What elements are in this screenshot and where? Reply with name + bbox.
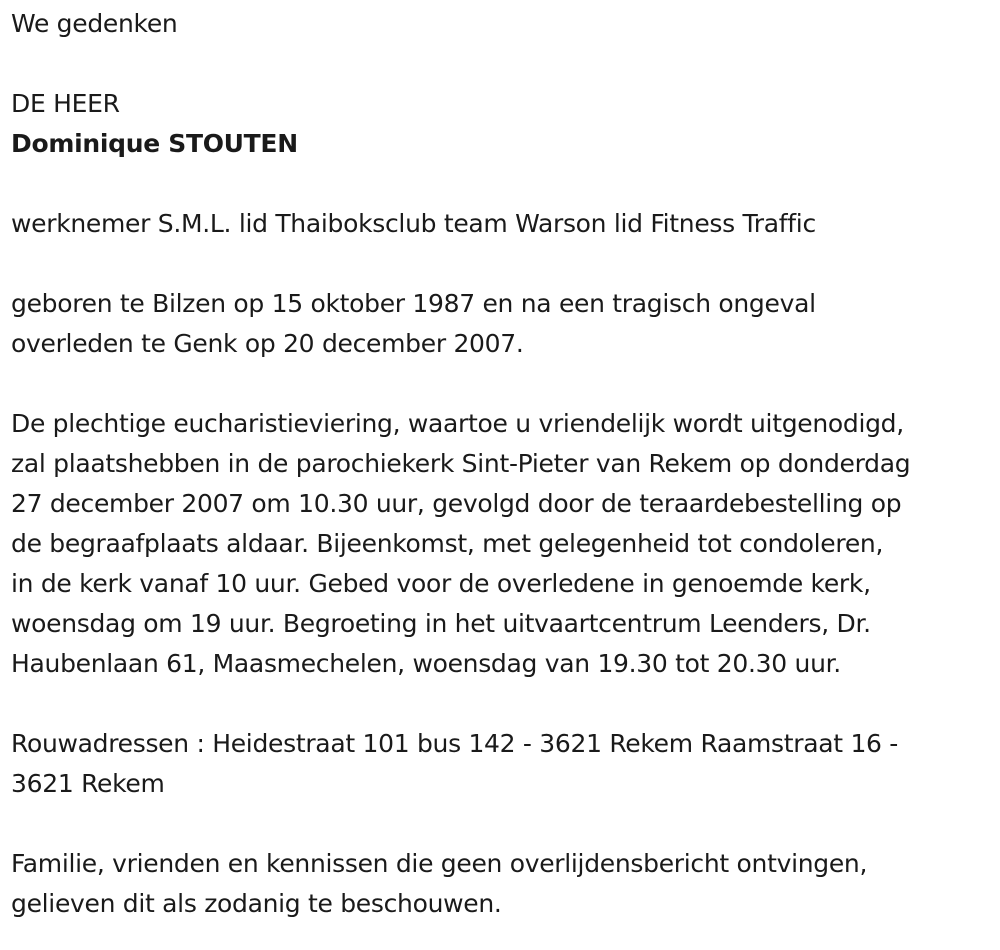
paragraph-line: Rouwadressen : Heidestraat 101 bus 142 - 3621 Rekem Raamstraat 16 - — [11, 729, 899, 758]
paragraph-line: Haubenlaan 61, Maasmechelen, woensdag van 19.30 tot 20.30 uur. — [11, 649, 841, 678]
paragraph-line: geboren te Bilzen op 15 oktober 1987 en na een tragisch ongeval — [11, 289, 816, 318]
spacer — [11, 44, 988, 84]
intro-text: We gedenken — [11, 9, 178, 38]
spacer — [11, 164, 988, 204]
paragraph-line: de begraafplaats aldaar. Bijeenkomst, met gelegenheid tot condoleren, — [11, 529, 884, 558]
deceased-name: Dominique STOUTEN — [11, 129, 298, 158]
paragraph-line: De plechtige eucharistieviering, waartoe u vriendelijk wordt uitgenodigd, — [11, 409, 904, 438]
spacer — [11, 244, 988, 284]
birth-death-paragraph — [11, 284, 988, 364]
closing-paragraph — [11, 844, 988, 924]
ceremony-paragraph — [11, 404, 988, 684]
spacer — [11, 684, 988, 724]
paragraph-line: gelieven dit als zodanig te beschouwen. — [11, 889, 502, 918]
spacer — [11, 804, 988, 844]
paragraph-line: zal plaatshebben in de parochiekerk Sint-Pieter van Rekem op donderdag — [11, 449, 911, 478]
addresses-paragraph — [11, 724, 988, 804]
paragraph-line: 3621 Rekem — [11, 769, 165, 798]
paragraph-line: woensdag om 19 uur. Begroeting in het uitvaartcentrum Leenders, Dr. — [11, 609, 871, 638]
paragraph-line: overleden te Genk op 20 december 2007. — [11, 329, 524, 358]
affiliations-text: werknemer S.M.L. lid Thaiboksclub team Warson lid Fitness Traffic — [11, 209, 816, 238]
paragraph-line: 27 december 2007 om 10.30 uur, gevolgd door de teraardebestelling op — [11, 489, 902, 518]
paragraph-line: Familie, vrienden en kennissen die geen overlijdensbericht ontvingen, — [11, 849, 868, 878]
paragraph-line: in de kerk vanaf 10 uur. Gebed voor de overledene in genoemde kerk, — [11, 569, 871, 598]
spacer — [11, 364, 988, 404]
title-prefix: DE HEER — [11, 89, 120, 118]
